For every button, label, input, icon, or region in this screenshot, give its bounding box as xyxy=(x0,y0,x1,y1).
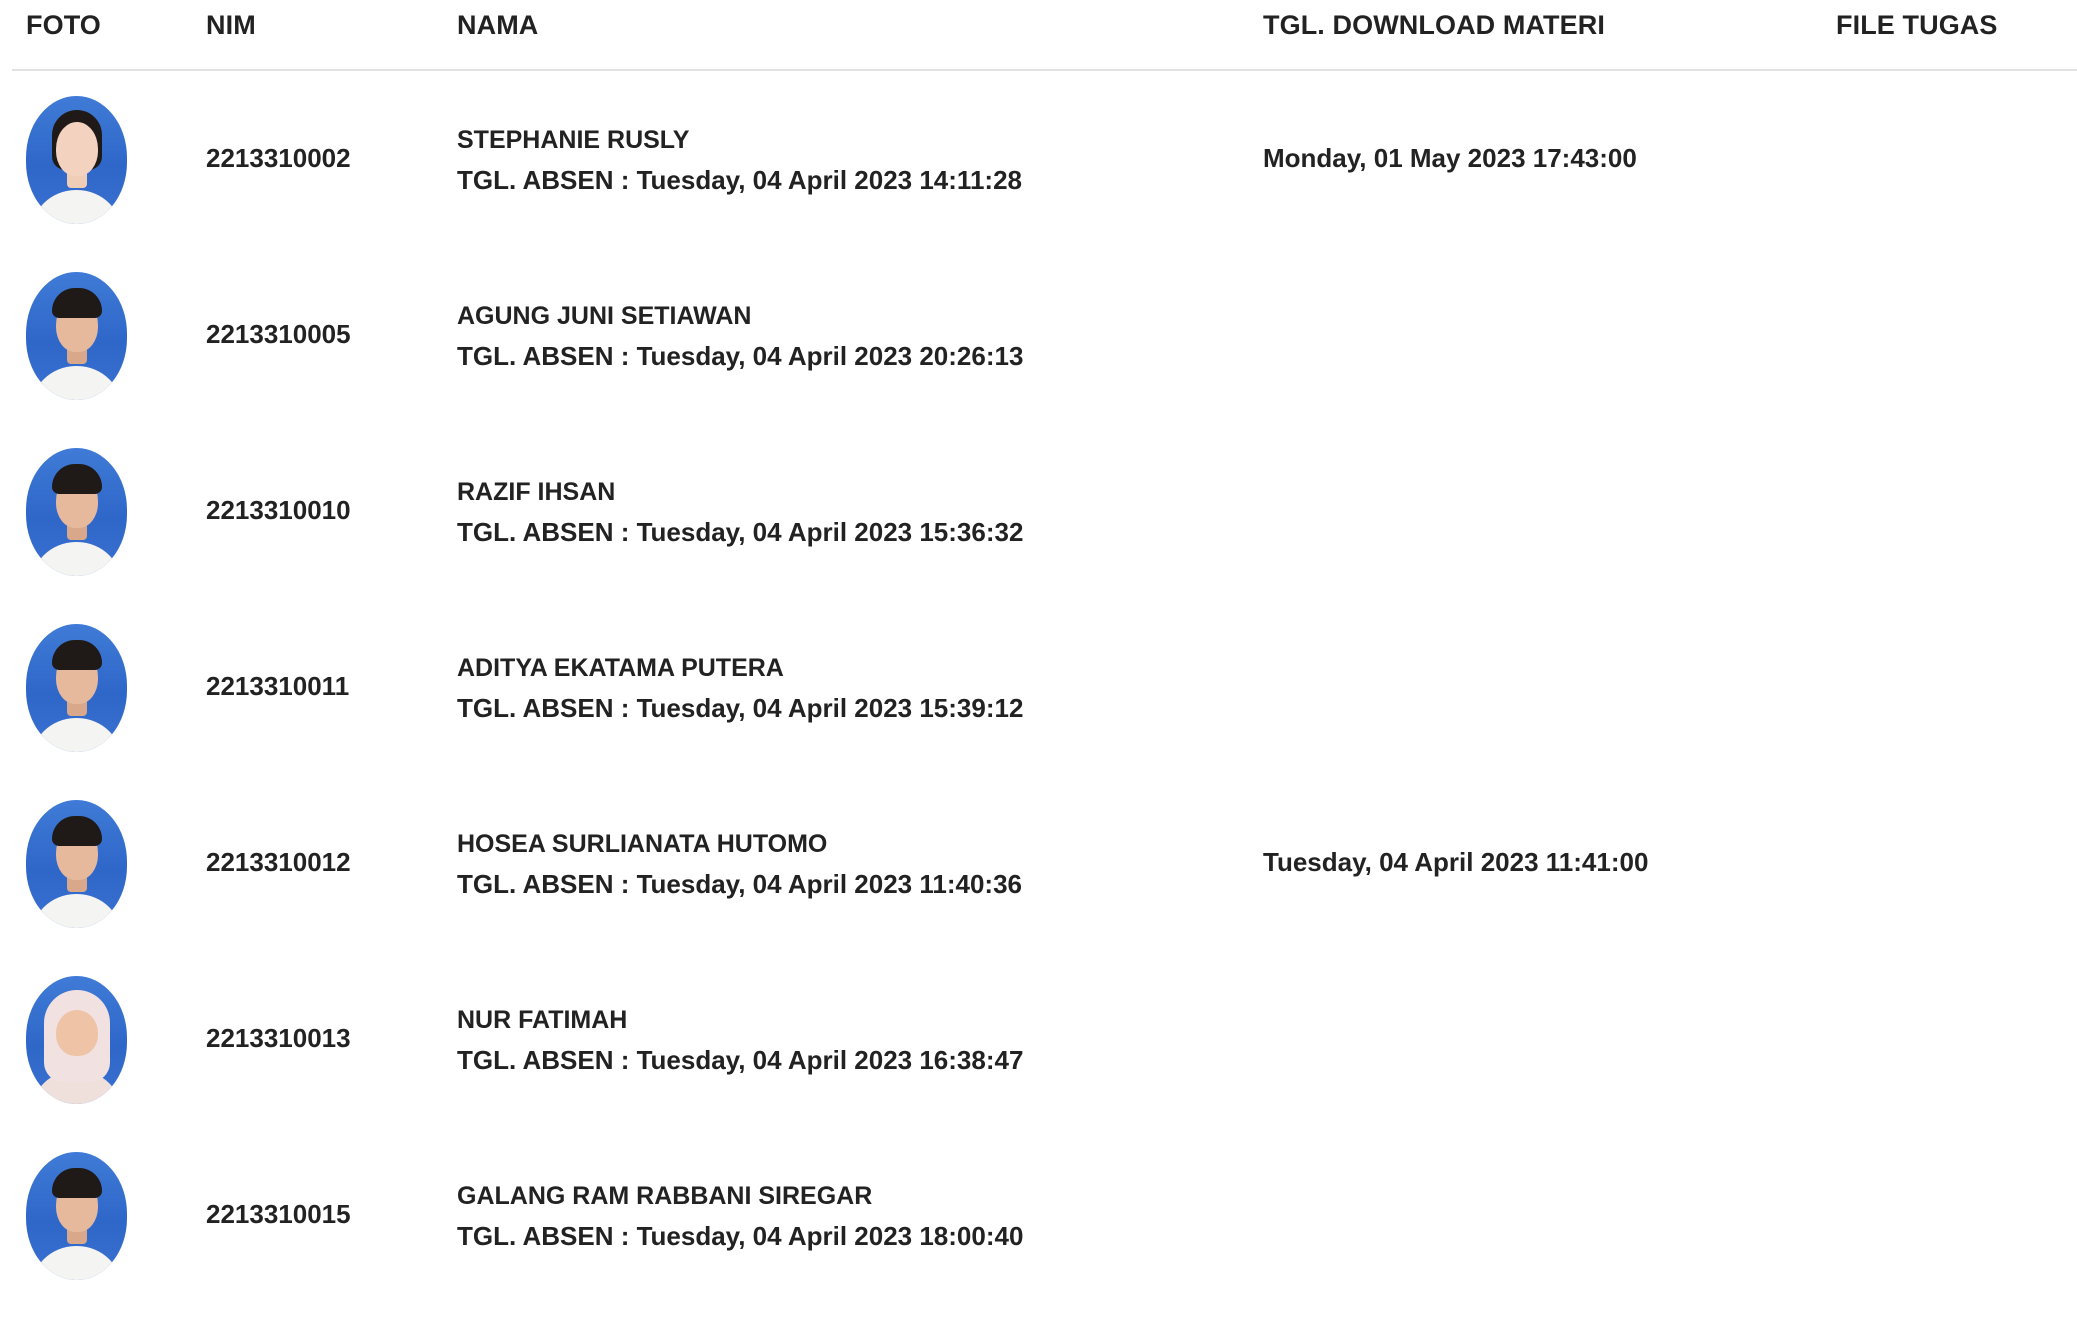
download-timestamp: Tuesday, 04 April 2023 11:41:00 xyxy=(1263,847,1649,877)
header-divider xyxy=(12,69,2077,71)
table-row xyxy=(0,88,2077,264)
student-nim: 2213310015 xyxy=(206,1199,351,1229)
attendance-timestamp: TGL. ABSEN : Tuesday, 04 April 2023 20:26:13 xyxy=(457,341,1024,371)
student-nim: 2213310010 xyxy=(206,495,351,525)
attendance-timestamp: TGL. ABSEN : Tuesday, 04 April 2023 15:39:12 xyxy=(457,693,1024,723)
student-photo xyxy=(26,800,127,928)
attendance-timestamp: TGL. ABSEN : Tuesday, 04 April 2023 11:40:36 xyxy=(457,869,1022,899)
attendance-timestamp: TGL. ABSEN : Tuesday, 04 April 2023 18:00:40 xyxy=(457,1221,1024,1251)
attendance-timestamp: TGL. ABSEN : Tuesday, 04 April 2023 14:11:28 xyxy=(457,165,1022,195)
student-name: HOSEA SURLIANATA HUTOMO xyxy=(457,830,828,858)
student-photo xyxy=(26,96,127,224)
student-nim: 2213310012 xyxy=(206,847,351,877)
attendance-timestamp: TGL. ABSEN : Tuesday, 04 April 2023 16:38:47 xyxy=(457,1045,1024,1075)
download-timestamp: Monday, 01 May 2023 17:43:00 xyxy=(1263,143,1637,173)
student-name: GALANG RAM RABBANI SIREGAR xyxy=(457,1182,873,1210)
student-name: RAZIF IHSAN xyxy=(457,478,616,506)
table-row xyxy=(0,968,2077,1144)
student-nim: 2213310011 xyxy=(206,671,350,701)
header-nama: NAMA xyxy=(457,10,539,40)
student-photo xyxy=(26,448,127,576)
student-nim: 2213310013 xyxy=(206,1023,351,1053)
table-row xyxy=(0,792,2077,968)
header-nim: NIM xyxy=(206,10,256,40)
table-row xyxy=(0,264,2077,440)
student-photo xyxy=(26,272,127,400)
table-row xyxy=(0,440,2077,616)
table-header xyxy=(0,0,2077,70)
student-name: STEPHANIE RUSLY xyxy=(457,126,690,154)
attendance-timestamp: TGL. ABSEN : Tuesday, 04 April 2023 15:36:32 xyxy=(457,517,1024,547)
student-photo xyxy=(26,1152,127,1280)
table-row xyxy=(0,616,2077,792)
header-file-tugas: FILE TUGAS xyxy=(1836,10,1998,40)
student-nim: 2213310002 xyxy=(206,143,351,173)
student-nim: 2213310005 xyxy=(206,319,351,349)
student-photo xyxy=(26,624,127,752)
header-foto: FOTO xyxy=(26,10,101,40)
header-tgl-download-materi: TGL. DOWNLOAD MATERI xyxy=(1263,10,1605,40)
student-name: AGUNG JUNI SETIAWAN xyxy=(457,302,752,330)
table-row xyxy=(0,1144,2077,1320)
student-photo xyxy=(26,976,127,1104)
student-name: NUR FATIMAH xyxy=(457,1006,628,1034)
student-name: ADITYA EKATAMA PUTERA xyxy=(457,654,784,682)
